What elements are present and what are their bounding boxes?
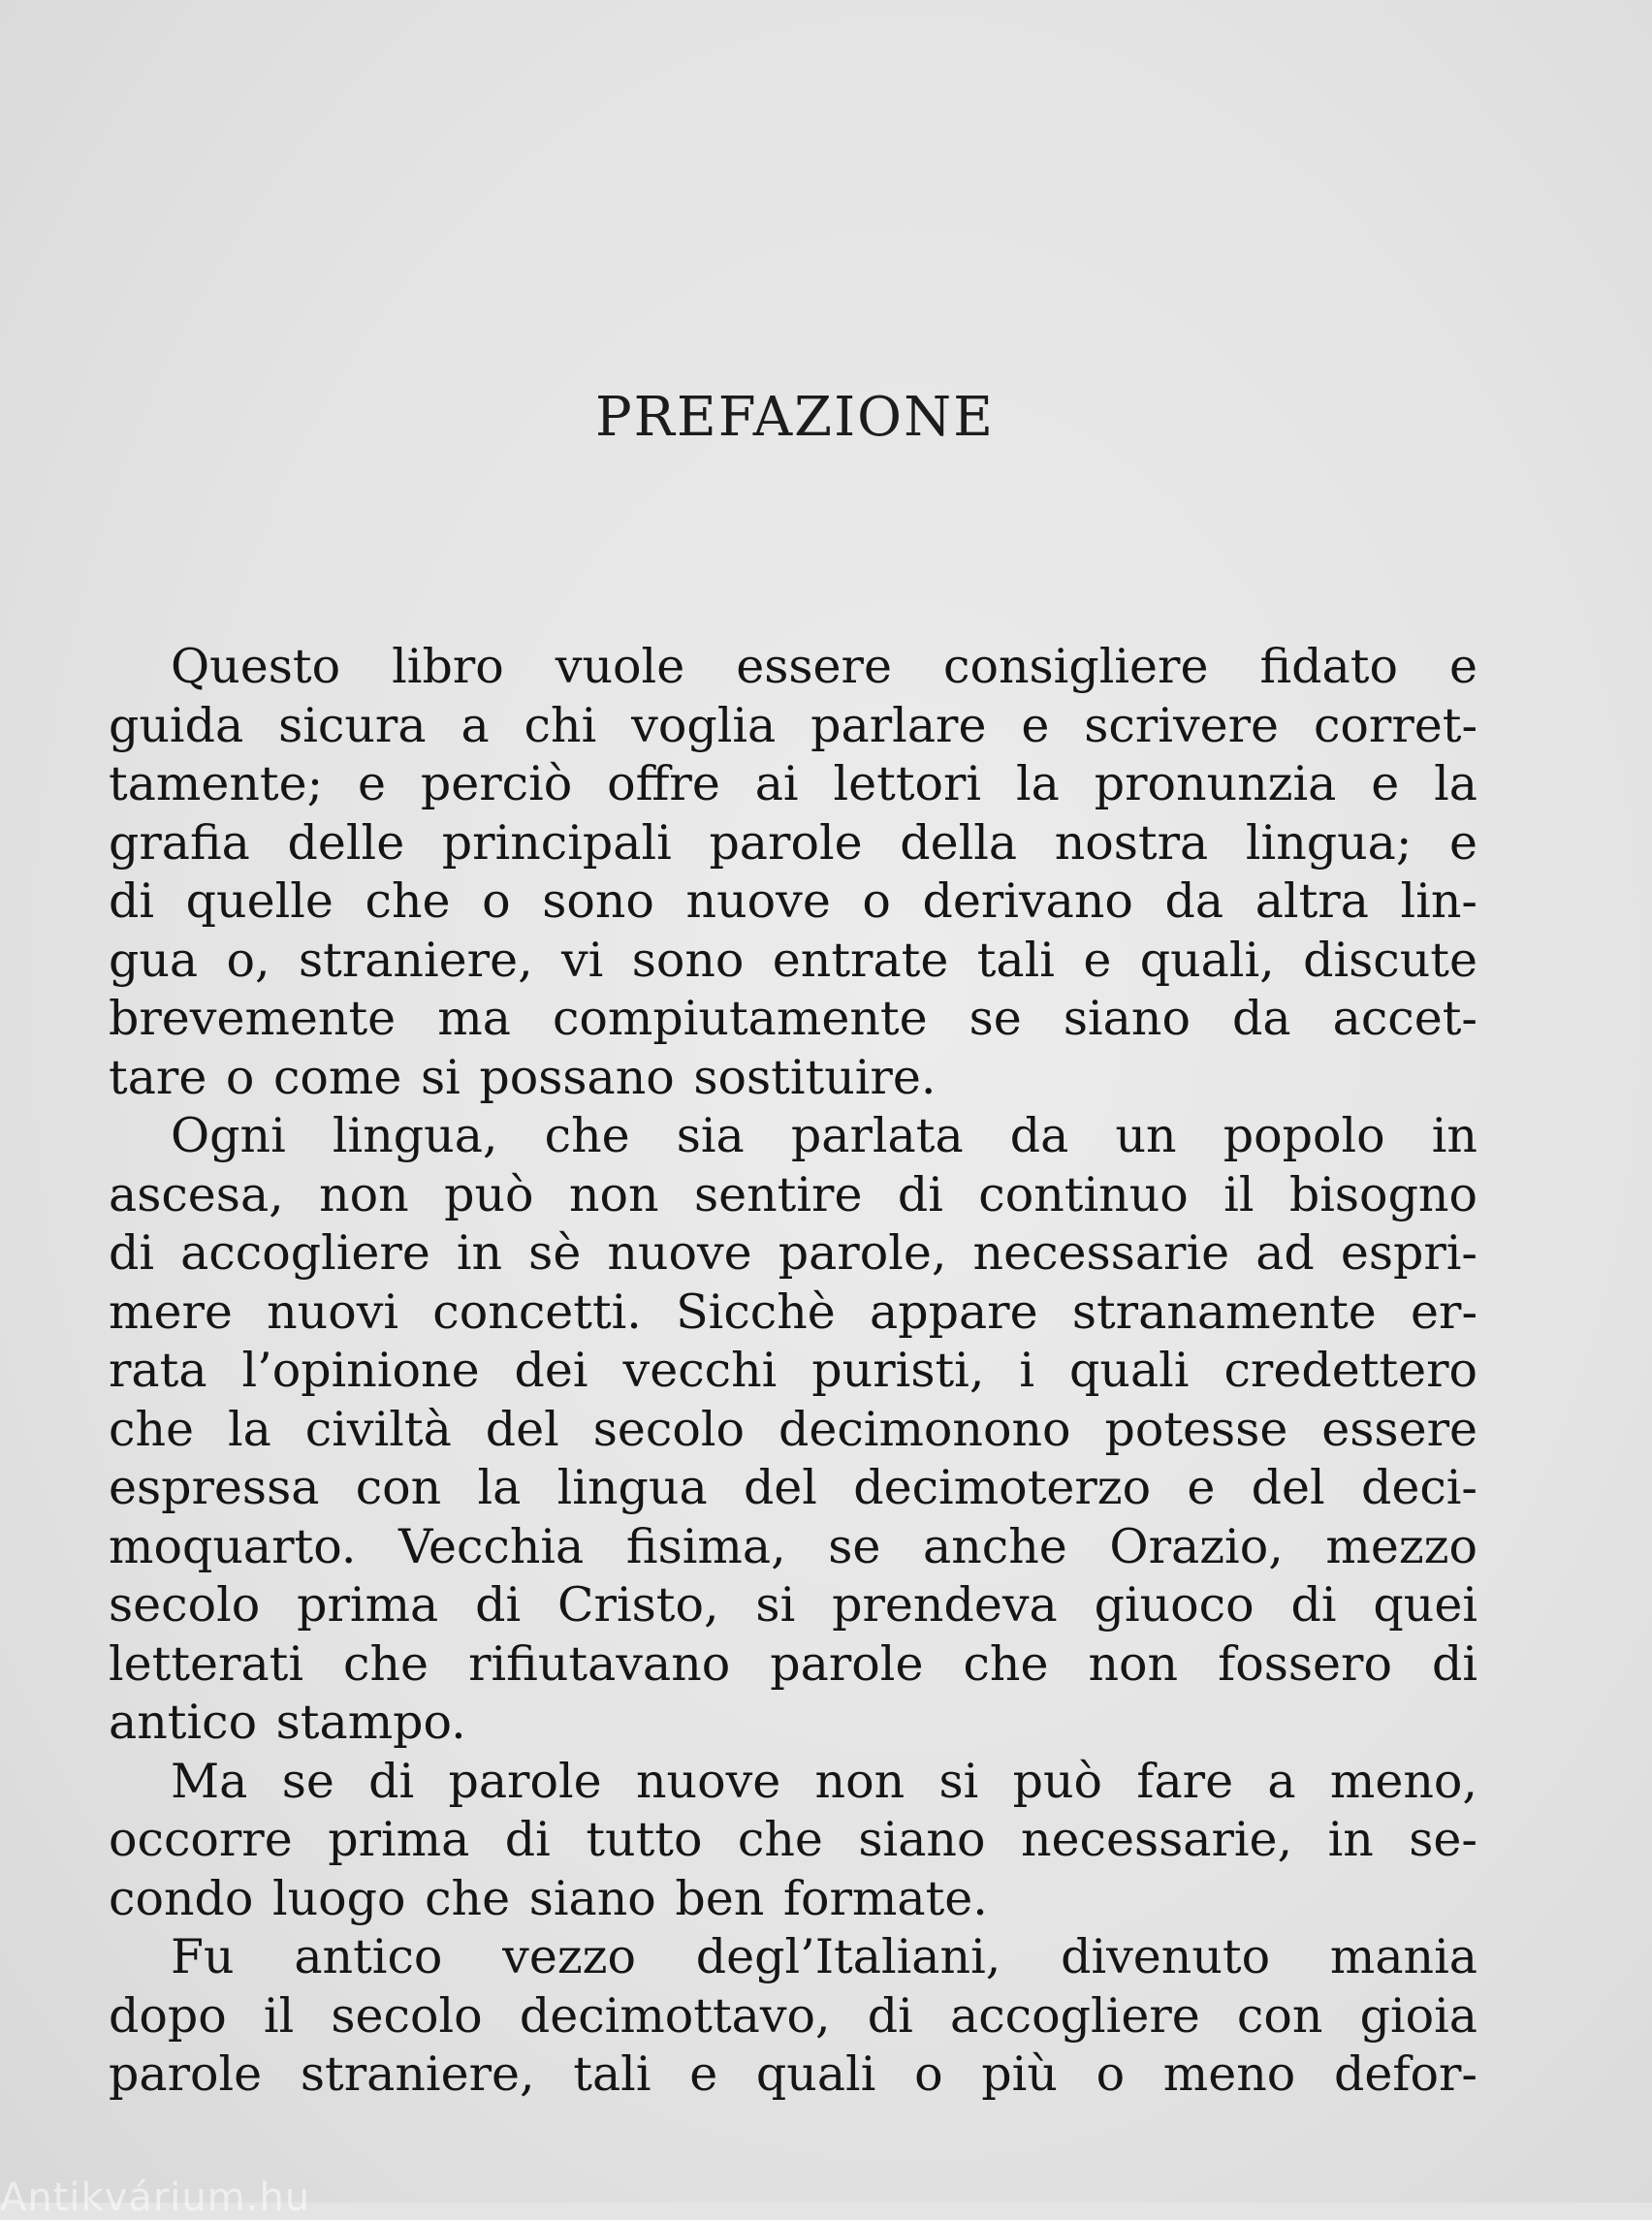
text-line: secolo prima di Cristo, si prendeva giuoco di quei: [109, 1577, 1477, 1633]
text-line: occorre prima di tutto che siano necessarie, in se-: [109, 1812, 1477, 1867]
text-line: condo luogo che siano ben formate.: [109, 1870, 988, 1926]
preface-body: [109, 638, 1477, 2105]
text-line: rata l’opinione dei vecchi puristi, i quali credettero: [109, 1343, 1477, 1398]
text-line: mere nuovi concetti. Sicchè appare stranamente er-: [109, 1284, 1477, 1340]
text-line: Fu antico vezzo degl’Italiani, divenuto mania: [171, 1929, 1477, 1984]
paragraph: [109, 638, 1477, 1107]
text-line: dopo il secolo decimottavo, di accogliere con gioia: [109, 1987, 1477, 2044]
text-line: di accogliere in sè nuove parole, necessarie ad espri-: [109, 1225, 1477, 1281]
watermark: Antikvárium.hu: [0, 2175, 311, 2220]
text-line: grafia delle principali parole della nostra lingua; e: [109, 814, 1477, 871]
paragraph: [109, 1107, 1477, 1753]
text-line: Questo libro vuole essere consigliere fidato e: [171, 639, 1477, 694]
text-line: espressa con la lingua del decimoterzo e del deci-: [109, 1460, 1477, 1515]
paragraph: [109, 1928, 1477, 2105]
text-line: parole straniere, tali e quali o più o meno defor-: [109, 2046, 1477, 2102]
text-line: che la civiltà del secolo decimonono potesse essere: [109, 1401, 1477, 1457]
text-line: guida sicura a chi voglia parlare e scrivere corret-: [109, 697, 1477, 753]
text-line: di quelle che o sono nuove o derivano da altra lin-: [109, 873, 1477, 929]
text-line: tare o come si possano sostituire.: [109, 1049, 937, 1105]
text-line: Ma se di parole nuove non si può fare a meno,: [171, 1753, 1477, 1809]
text-line: moquarto. Vecchia fisima, se anche Orazio, mezzo: [109, 1518, 1477, 1574]
text-line: letterati che rifiutavano parole che non fossero di: [109, 1635, 1477, 1692]
text-line: antico stampo.: [109, 1695, 466, 1750]
text-line: brevemente ma compiutamente se siano da accet-: [109, 991, 1477, 1046]
text-line: tamente; e perciò offre ai lettori la pronunzia e la: [109, 756, 1477, 811]
paragraph: [109, 1753, 1477, 1929]
text-line: ascesa, non può non sentire di continuo il bisogno: [109, 1166, 1477, 1222]
text-line: Ogni lingua, che sia parlata da un popolo in: [171, 1108, 1477, 1163]
page-title: PREFAZIONE: [595, 386, 995, 449]
text-line: gua o, straniere, vi sono entrate tali e quali, discute: [109, 932, 1477, 988]
